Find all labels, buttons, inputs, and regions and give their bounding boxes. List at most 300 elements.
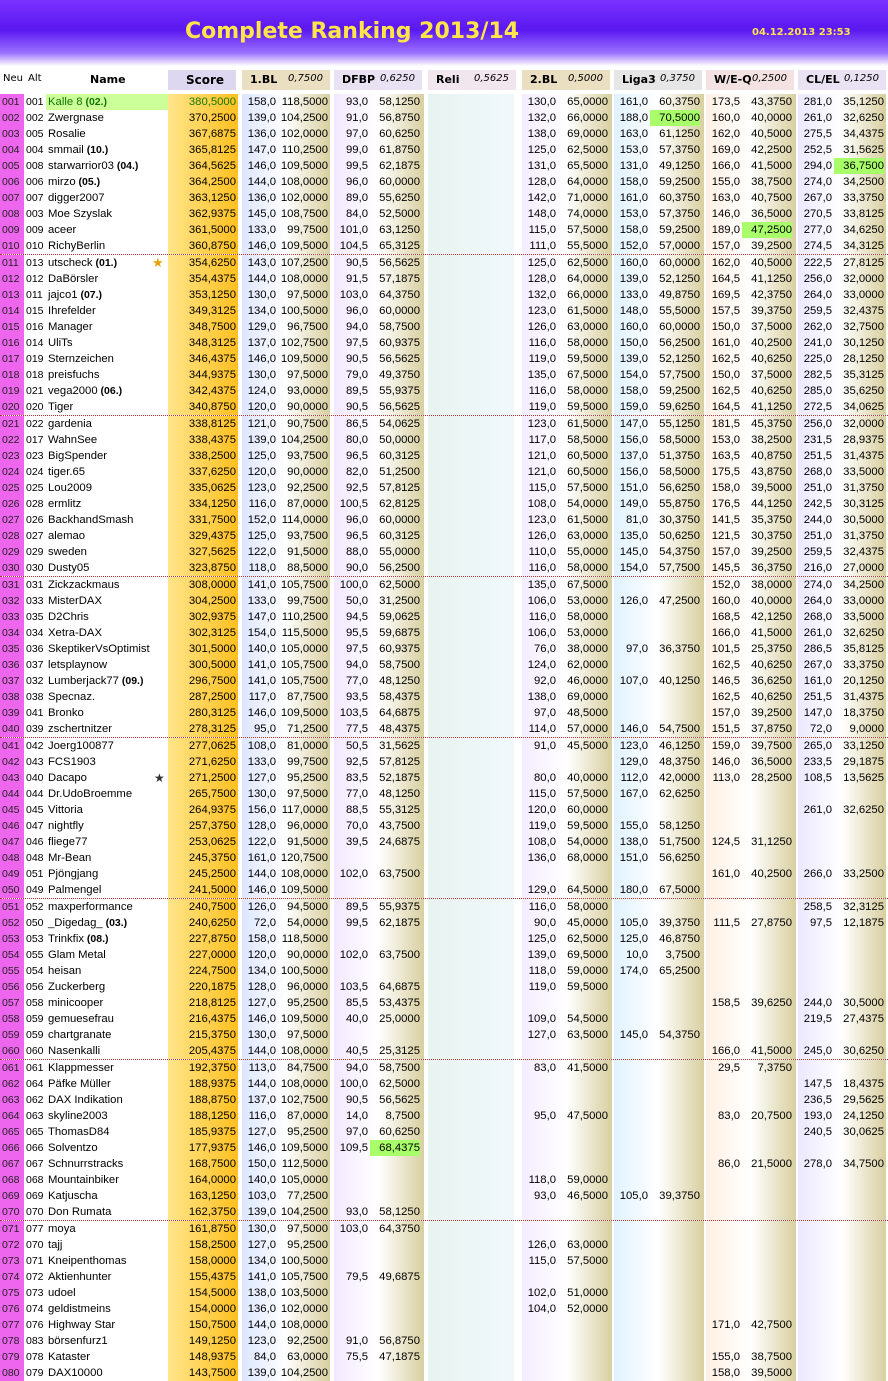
- rank-new: 045: [0, 802, 24, 818]
- points-raw: 135,0: [527, 369, 556, 381]
- table-row: [0, 1059, 888, 1076]
- rank-new: 064: [0, 1108, 24, 1124]
- points-weighted: 65,2500: [659, 965, 700, 977]
- points-raw: 265,0: [803, 740, 832, 752]
- points-raw: 93,0: [534, 1190, 556, 1202]
- points-raw: 128,0: [527, 273, 556, 285]
- liga3-col-bg: [614, 899, 704, 915]
- rank-old: 006: [26, 176, 44, 188]
- table-row: [0, 335, 888, 351]
- points-raw: 120,0: [247, 466, 276, 478]
- table-row: [0, 754, 888, 770]
- points-weighted: 58,1250: [379, 1206, 420, 1218]
- points-weighted: 39,3750: [659, 917, 700, 929]
- points-raw: 97,0: [346, 128, 368, 140]
- table-row: [0, 1237, 888, 1253]
- points-raw: 111,5: [713, 917, 740, 929]
- points-weighted: 67,5000: [659, 884, 700, 896]
- points-raw: 80,0: [534, 772, 556, 784]
- points-weighted: 96,7500: [287, 321, 328, 333]
- points-weighted: 27,4375: [843, 1013, 884, 1025]
- points-weighted: 36,5000: [751, 208, 792, 220]
- reli-col-bg: [428, 1349, 514, 1365]
- points-raw: 244,0: [803, 997, 832, 1009]
- points-weighted: 81,0000: [287, 740, 328, 752]
- score-value: 331,7500: [188, 514, 236, 526]
- points-raw: 142,0: [527, 192, 556, 204]
- rank-old: 049: [26, 884, 44, 896]
- rank-new: 028: [0, 528, 24, 544]
- points-weighted: 77,2500: [287, 1190, 328, 1202]
- points-raw: 147,0: [247, 144, 276, 156]
- weq-col-bg: [706, 1269, 796, 1285]
- points-raw: 91,0: [534, 740, 556, 752]
- points-raw: 145,0: [619, 1029, 648, 1041]
- player-name: Specnaz.: [48, 691, 96, 703]
- rank-new: 056: [0, 979, 24, 995]
- player-prev-rank: (04.): [113, 160, 139, 172]
- player-prev-rank: (01.): [92, 257, 118, 269]
- points-weighted: 35,8125: [843, 643, 884, 655]
- points-raw: 77,0: [346, 788, 368, 800]
- player-name: Glam Metal: [48, 949, 106, 961]
- points-raw: 138,0: [247, 1287, 276, 1299]
- points-weighted: 27,0000: [843, 562, 884, 574]
- rank-new: 075: [0, 1285, 24, 1301]
- points-weighted: 55,6250: [379, 192, 420, 204]
- points-weighted: 38,0000: [567, 643, 608, 655]
- rank-new: 005: [0, 158, 24, 174]
- points-raw: 103,5: [339, 707, 368, 719]
- liga3-col-bg: [614, 995, 704, 1011]
- dfbp-col-bg: [334, 882, 424, 898]
- table-row: [0, 963, 888, 979]
- points-weighted: 34,7500: [843, 1158, 884, 1170]
- clel-col-bg: [798, 1365, 886, 1381]
- points-weighted: 54,0000: [567, 836, 608, 848]
- points-weighted: 40,0000: [567, 772, 608, 784]
- points-weighted: 35,1250: [843, 96, 884, 108]
- player-name: sweden: [48, 546, 87, 558]
- points-weighted: 64,3750: [379, 1223, 420, 1235]
- ranking-table: [0, 94, 888, 1381]
- points-weighted: 59,5000: [567, 353, 608, 365]
- points-weighted: 56,5625: [379, 401, 420, 413]
- points-weighted: 93,7500: [287, 450, 328, 462]
- points-raw: 103,0: [247, 1190, 276, 1202]
- rank-new: 007: [0, 190, 24, 206]
- bl2-col-bg: [522, 1124, 612, 1140]
- rank-old: 046: [26, 836, 44, 848]
- points-weighted: 3,7500: [665, 949, 700, 961]
- player-prev-rank: (10.): [83, 144, 109, 156]
- score-value: 338,4375: [188, 434, 236, 446]
- weq-col-bg: [706, 979, 796, 995]
- weq-col-bg: [706, 1172, 796, 1188]
- points-raw: 180,0: [619, 884, 648, 896]
- points-raw: 146,0: [247, 1013, 276, 1025]
- table-row: [0, 512, 888, 528]
- rank-new: 034: [0, 625, 24, 641]
- points-weighted: 52,1250: [659, 353, 700, 365]
- points-raw: 83,5: [346, 772, 368, 784]
- rank-new: 047: [0, 834, 24, 850]
- points-raw: 123,0: [247, 482, 276, 494]
- points-raw: 113,0: [712, 772, 740, 784]
- points-raw: 152,0: [711, 579, 740, 591]
- bl2-col-bg: [522, 1043, 612, 1059]
- rank-old: 022: [26, 418, 44, 430]
- bl2-col-bg: [522, 866, 612, 882]
- reli-col-bg: [428, 432, 514, 448]
- points-raw: 123,0: [527, 514, 556, 526]
- points-raw: 251,5: [803, 691, 832, 703]
- points-weighted: 58,4375: [379, 691, 420, 703]
- points-raw: 96,0: [346, 176, 368, 188]
- points-raw: 72,0: [810, 723, 832, 735]
- table-row: [0, 432, 888, 448]
- points-weighted: 30,5000: [843, 514, 884, 526]
- table-row: [0, 190, 888, 206]
- bl2-col-bg: [522, 1221, 612, 1237]
- points-weighted: 97,5000: [287, 1029, 328, 1041]
- points-raw: 138,0: [527, 691, 556, 703]
- rank-old: 074: [26, 1303, 44, 1315]
- points-raw: 264,0: [803, 289, 832, 301]
- rank-new: 072: [0, 1237, 24, 1253]
- rank-new: 069: [0, 1188, 24, 1204]
- reli-col-bg: [428, 673, 514, 689]
- points-raw: 251,0: [803, 530, 832, 542]
- rank-old: 059: [26, 1029, 44, 1041]
- player-name: geldistmeins: [48, 1303, 111, 1315]
- table-row: [0, 1220, 888, 1237]
- points-raw: 160,0: [711, 595, 740, 607]
- points-weighted: 52,0000: [567, 1303, 608, 1315]
- points-raw: 118,0: [528, 965, 556, 977]
- points-raw: 120,0: [247, 949, 276, 961]
- score-value: 188,1250: [188, 1110, 236, 1122]
- points-raw: 153,0: [711, 434, 740, 446]
- reli-col-bg: [428, 206, 514, 222]
- rank-old: 027: [26, 530, 44, 542]
- points-weighted: 48,5000: [567, 707, 608, 719]
- table-row: [0, 1043, 888, 1059]
- player-name: Zickzackmaus: [48, 579, 120, 591]
- score-value: 287,2500: [188, 691, 236, 703]
- points-weighted: 38,7500: [751, 176, 792, 188]
- bl2-col-bg: [522, 1365, 612, 1381]
- points-raw: 163,0: [619, 128, 648, 140]
- points-weighted: 104,2500: [280, 112, 328, 124]
- points-raw: 89,0: [346, 192, 368, 204]
- player-name: Lumberjack77 (09.): [48, 675, 144, 687]
- rank-new: 031: [0, 577, 24, 593]
- reli-col-bg: [428, 609, 514, 625]
- dfbp-col-bg: [334, 1301, 424, 1317]
- points-raw: 147,5: [803, 1078, 832, 1090]
- points-weighted: 105,7500: [280, 579, 328, 591]
- points-weighted: 39,3750: [659, 1190, 700, 1202]
- points-raw: 150,0: [247, 1158, 276, 1170]
- player-name: BigSpender: [48, 450, 108, 462]
- rank-new: 040: [0, 721, 24, 737]
- points-raw: 91,5: [346, 273, 368, 285]
- table-row: [0, 576, 888, 593]
- points-raw: 144,0: [247, 1045, 276, 1057]
- rank-old: 040: [26, 772, 44, 784]
- rank-old: 052: [26, 901, 44, 913]
- points-raw: 89,5: [346, 901, 368, 913]
- points-weighted: 97,5000: [287, 369, 328, 381]
- rank-old: 071: [26, 1255, 44, 1267]
- points-raw: 159,0: [619, 401, 648, 413]
- points-raw: 97,5: [346, 337, 368, 349]
- table-row: [0, 303, 888, 319]
- reli-col-bg: [428, 641, 514, 657]
- points-raw: 150,0: [619, 337, 648, 349]
- points-raw: 116,0: [528, 337, 556, 349]
- points-raw: 139,0: [247, 1367, 276, 1379]
- points-raw: 104,5: [339, 240, 368, 252]
- points-weighted: 60,6250: [379, 1126, 420, 1138]
- rank-new: 026: [0, 496, 24, 512]
- points-raw: 90,5: [346, 401, 368, 413]
- reli-col-bg: [428, 1076, 514, 1092]
- table-row: [0, 818, 888, 834]
- reli-col-bg: [428, 142, 514, 158]
- clel-col-bg: [798, 850, 886, 866]
- points-raw: 83,0: [718, 1110, 740, 1122]
- points-raw: 109,5: [339, 1142, 368, 1154]
- points-weighted: 58,7500: [379, 1062, 420, 1074]
- player-name: Highway Star: [48, 1319, 116, 1331]
- points-weighted: 62,5000: [379, 579, 420, 591]
- points-weighted: 63,7500: [379, 949, 420, 961]
- points-weighted: 37,5000: [751, 321, 792, 333]
- points-raw: 115,0: [528, 482, 556, 494]
- rank-old: 048: [26, 852, 44, 864]
- points-weighted: 52,1875: [379, 772, 420, 784]
- points-weighted: 55,8750: [659, 498, 700, 510]
- points-raw: 156,0: [247, 804, 276, 816]
- points-raw: 107,0: [619, 675, 648, 687]
- points-weighted: 115,5000: [281, 627, 328, 639]
- header-col-factor: 0,2500: [752, 73, 787, 84]
- points-weighted: 40,7500: [751, 192, 792, 204]
- rank-old: 020: [26, 401, 44, 413]
- points-weighted: 35,3125: [843, 369, 884, 381]
- table-row: [0, 689, 888, 705]
- points-raw: 162,0: [711, 128, 740, 140]
- points-weighted: 44,1250: [751, 498, 792, 510]
- player-name: Dusty05: [48, 562, 90, 574]
- points-weighted: 39,5000: [751, 482, 792, 494]
- points-raw: 130,0: [527, 96, 556, 108]
- points-weighted: 40,6250: [751, 385, 792, 397]
- rank-old: 054: [26, 965, 44, 977]
- table-row: [0, 560, 888, 576]
- player-name: heisan: [48, 965, 82, 977]
- points-raw: 219,5: [803, 1013, 832, 1025]
- score-value: 154,5000: [188, 1287, 236, 1299]
- points-weighted: 68,4375: [370, 1140, 420, 1156]
- table-row: [0, 1156, 888, 1172]
- points-weighted: 39,7500: [751, 740, 792, 752]
- points-weighted: 63,7500: [379, 868, 420, 880]
- points-weighted: 64,6875: [379, 981, 420, 993]
- points-weighted: 57,5000: [567, 788, 608, 800]
- table-row: [0, 947, 888, 963]
- player-name: skyline2003: [48, 1110, 108, 1122]
- reli-col-bg: [428, 528, 514, 544]
- points-weighted: 87,0000: [287, 1110, 328, 1122]
- points-weighted: 99,7500: [287, 756, 328, 768]
- points-raw: 29,5: [718, 1062, 740, 1074]
- rank-old: 072: [26, 1271, 44, 1283]
- score-value: 188,9375: [188, 1078, 236, 1090]
- points-weighted: 57,5000: [567, 224, 608, 236]
- points-weighted: 107,2500: [280, 257, 328, 269]
- table-row: [0, 142, 888, 158]
- table-row: [0, 1285, 888, 1301]
- clel-col-bg: [798, 1349, 886, 1365]
- points-weighted: 56,8750: [379, 1335, 420, 1347]
- points-raw: 121,0: [527, 466, 556, 478]
- points-raw: 175,5: [711, 466, 740, 478]
- liga3-col-bg: [614, 979, 704, 995]
- points-weighted: 71,2500: [287, 723, 328, 735]
- points-raw: 153,0: [619, 208, 648, 220]
- points-raw: 92,5: [346, 482, 368, 494]
- points-raw: 102,0: [339, 949, 368, 961]
- points-weighted: 61,5000: [567, 514, 608, 526]
- points-weighted: 12,1875: [843, 917, 884, 929]
- rank-old: 078: [26, 1351, 44, 1363]
- player-name: smmail (10.): [48, 144, 109, 156]
- rank-old: 043: [26, 756, 44, 768]
- rank-old: 059: [26, 1013, 44, 1025]
- player-name: tajj: [48, 1239, 63, 1251]
- score-value: 349,3125: [188, 305, 236, 317]
- points-raw: 154,0: [247, 627, 276, 639]
- points-weighted: 32,6250: [843, 804, 884, 816]
- rank-old: 068: [26, 1174, 44, 1186]
- points-raw: 82,0: [346, 466, 368, 478]
- points-raw: 156,0: [619, 434, 648, 446]
- points-weighted: 39,5000: [751, 1367, 792, 1379]
- score-value: 265,7500: [188, 788, 236, 800]
- rank-old: 012: [26, 273, 44, 285]
- score-value: 245,2500: [188, 868, 236, 880]
- points-weighted: 90,0000: [287, 949, 328, 961]
- rank-new: 046: [0, 818, 24, 834]
- score-value: 220,1875: [188, 981, 236, 993]
- score-value: 329,4375: [188, 530, 236, 542]
- points-weighted: 46,0000: [567, 675, 608, 687]
- points-raw: 242,5: [803, 498, 832, 510]
- points-weighted: 61,5000: [567, 418, 608, 430]
- points-weighted: 65,3125: [379, 240, 420, 252]
- player-name: minicooper: [48, 997, 104, 1009]
- rank-new: 012: [0, 271, 24, 287]
- points-weighted: 54,7500: [659, 723, 700, 735]
- points-raw: 130,0: [247, 289, 276, 301]
- score-value: 360,8750: [188, 240, 236, 252]
- points-raw: 261,0: [803, 804, 832, 816]
- table-row: [0, 882, 888, 898]
- rank-new: 041: [0, 738, 24, 754]
- points-weighted: 58,5000: [659, 434, 700, 446]
- points-raw: 159,0: [711, 740, 740, 752]
- rank-new: 015: [0, 319, 24, 335]
- reli-col-bg: [428, 335, 514, 351]
- points-raw: 105,0: [619, 917, 648, 929]
- points-weighted: 59,0000: [567, 965, 608, 977]
- points-raw: 146,0: [247, 353, 276, 365]
- points-raw: 99,5: [346, 160, 368, 172]
- points-raw: 114,0: [528, 723, 556, 735]
- points-raw: 144,0: [247, 1078, 276, 1090]
- score-value: 304,2500: [188, 595, 236, 607]
- rank-old: 064: [26, 1078, 44, 1090]
- points-raw: 127,0: [247, 1239, 276, 1251]
- points-raw: 110,0: [528, 546, 556, 558]
- points-weighted: 63,0000: [567, 530, 608, 542]
- points-weighted: 36,7500: [834, 158, 884, 174]
- reli-col-bg: [428, 1204, 514, 1220]
- table-row: [0, 383, 888, 399]
- liga3-col-bg: [614, 1221, 704, 1237]
- player-name: Dr.UdoBroemme: [48, 788, 133, 800]
- points-raw: 146,5: [711, 675, 740, 687]
- timestamp: 04.12.2013 23:53: [752, 27, 851, 38]
- points-raw: 96,5: [346, 530, 368, 542]
- points-weighted: 60,5000: [567, 466, 608, 478]
- rank-old: 061: [26, 1062, 44, 1074]
- points-raw: 141,0: [247, 659, 276, 671]
- bl2-col-bg: [522, 1349, 612, 1365]
- player-name: Vittoria: [48, 804, 83, 816]
- reli-col-bg: [428, 1253, 514, 1269]
- points-raw: 139,0: [247, 434, 276, 446]
- player-name: alemao: [48, 530, 86, 542]
- points-raw: 109,0: [527, 1013, 556, 1025]
- points-weighted: 95,2500: [287, 772, 328, 784]
- score-value: 264,9375: [188, 804, 236, 816]
- score-value: 301,5000: [188, 643, 236, 655]
- points-weighted: 64,6875: [379, 707, 420, 719]
- points-weighted: 65,5000: [567, 160, 608, 172]
- player-name: BackhandSmash: [48, 514, 134, 526]
- reli-col-bg: [428, 1237, 514, 1253]
- points-weighted: 92,2500: [287, 482, 328, 494]
- points-weighted: 31,4375: [843, 691, 884, 703]
- rank-new: 057: [0, 995, 24, 1011]
- rank-new: 053: [0, 931, 24, 947]
- rank-old: 031: [26, 579, 44, 591]
- points-raw: 176,5: [711, 498, 740, 510]
- rank-new: 051: [0, 899, 24, 915]
- points-raw: 137,0: [247, 337, 276, 349]
- reli-col-bg: [428, 222, 514, 238]
- reli-col-bg: [428, 480, 514, 496]
- score-value: 224,7500: [188, 965, 236, 977]
- points-raw: 225,0: [803, 353, 832, 365]
- rank-old: 039: [26, 723, 44, 735]
- points-raw: 83,0: [534, 1062, 556, 1074]
- table-row: [0, 319, 888, 335]
